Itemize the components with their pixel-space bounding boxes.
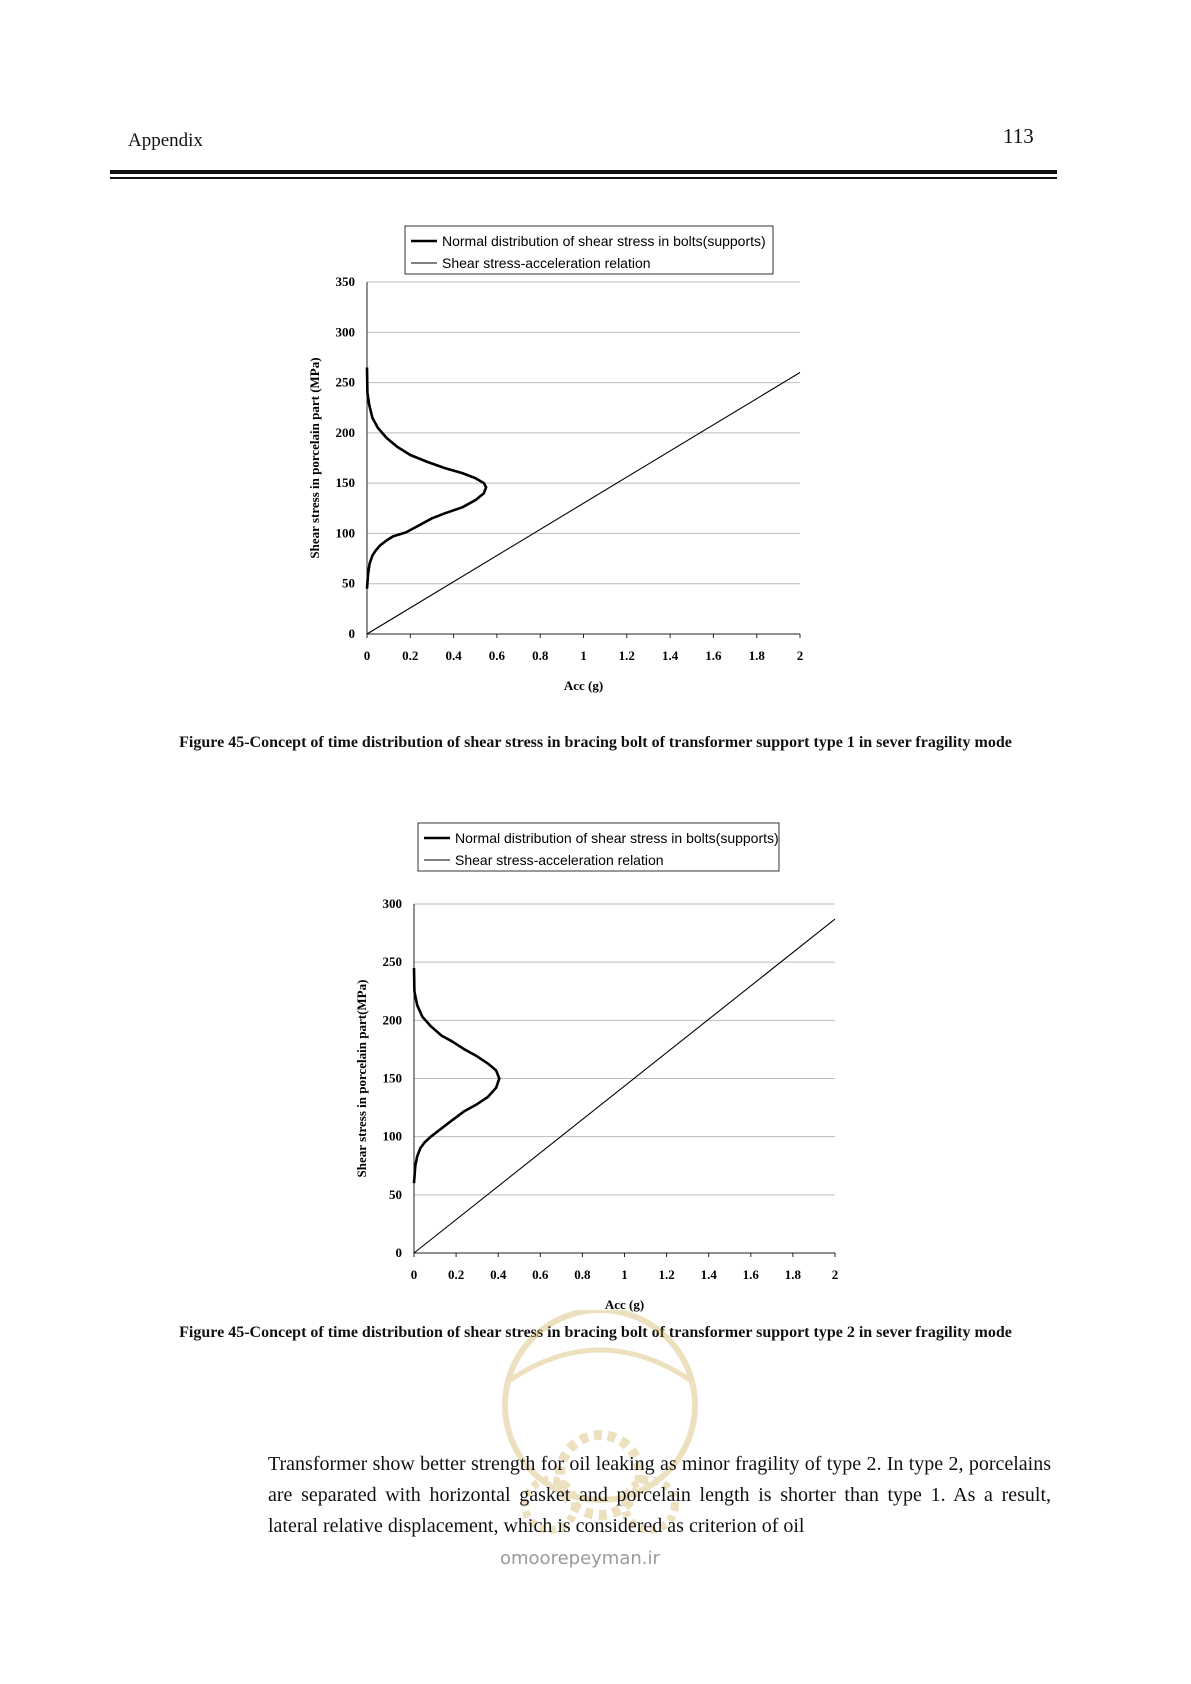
x-tick-label: 0.2 [447, 1267, 465, 1282]
x-tick-label: 1.4 [661, 648, 679, 663]
legend-label-2: Shear stress-acceleration relation [455, 852, 664, 868]
y-tick-label: 150 [335, 475, 355, 491]
x-tick-label: 0.8 [532, 648, 549, 663]
chart-2 [345, 813, 865, 1313]
x-tick-label: 0.4 [490, 1267, 507, 1282]
x-tick-label: 0.4 [445, 648, 462, 663]
x-tick-label: 1.2 [618, 648, 635, 663]
x-tick-label: 0.8 [574, 1267, 591, 1282]
x-tick-label: 0.6 [532, 1267, 549, 1282]
y-tick-label: 350 [335, 274, 355, 289]
y-tick-label: 200 [335, 424, 355, 440]
x-tick-label: 1.8 [748, 648, 765, 663]
y-tick-label: 200 [382, 1012, 402, 1028]
y-axis-label: Shear stress in porcelain part(MPa) [354, 979, 369, 1178]
legend-label-1: Normal distribution of shear stress in bolts(supports) [442, 233, 766, 249]
page-number: 113 [1003, 124, 1034, 148]
chart-1-svg [307, 220, 845, 720]
y-tick-label: 50 [342, 575, 355, 591]
x-tick-label: 1.8 [784, 1267, 802, 1282]
y-axis-label: Shear stress in porcelain part (MPa) [307, 357, 322, 559]
x-tick-label: 1.2 [658, 1267, 675, 1282]
y-tick-label: 0 [348, 626, 355, 641]
figure-1-caption: Figure 45-Concept of time distribution of shear stress in bracing bolt of transformer support type 1 in sever fragility mode [179, 734, 1012, 751]
x-tick-label: 1 [580, 648, 587, 663]
series-line-2 [367, 373, 800, 635]
x-tick-label: 1.6 [742, 1267, 759, 1282]
y-tick-label: 0 [395, 1245, 402, 1260]
y-tick-label: 300 [382, 896, 402, 911]
y-tick-label: 250 [382, 954, 402, 970]
x-tick-label: 1.6 [705, 648, 722, 663]
x-tick-label: 0.6 [488, 648, 506, 663]
chart-1 [307, 220, 845, 720]
header-rule-thin [110, 177, 1057, 179]
legend-label-2: Shear stress-acceleration relation [442, 255, 651, 271]
figure-2-caption: Figure 45-Concept of time distribution of shear stress in bracing bolt of transformer support type 2 in sever fragility mode [179, 1324, 1012, 1341]
running-header-section: Appendix [128, 130, 203, 151]
x-axis-label: Acc (g) [604, 1297, 645, 1312]
y-tick-label: 50 [389, 1186, 402, 1202]
x-tick-label: 2 [796, 648, 804, 663]
series-line-1 [367, 368, 486, 589]
x-tick-label: 2 [831, 1267, 839, 1282]
series-line-2 [414, 919, 835, 1253]
header-rule-thick [110, 170, 1057, 174]
x-tick-label: 0 [410, 1267, 418, 1282]
chart-2-svg [345, 813, 865, 1313]
x-axis-label: Acc (g) [563, 678, 604, 693]
x-tick-label: 1 [621, 1267, 628, 1282]
y-tick-label: 150 [382, 1070, 402, 1086]
watermark-site-text: omoorepeyman.ir [500, 1548, 660, 1569]
x-tick-label: 1.4 [700, 1267, 717, 1282]
y-tick-label: 250 [335, 374, 355, 390]
series-line-1 [414, 968, 499, 1183]
y-tick-label: 300 [335, 324, 355, 340]
legend-label-1: Normal distribution of shear stress in bolts(supports) [455, 830, 779, 846]
y-tick-label: 100 [382, 1128, 402, 1144]
y-tick-label: 100 [335, 525, 355, 541]
x-tick-label: 0 [363, 648, 371, 663]
x-tick-label: 0.2 [402, 648, 419, 663]
body-paragraph: Transformer show better strength for oil leaking as minor fragility of type 2. In type 2, porcelains are separated with horizontal gasket and porcelain length is shorter than type 1. As a result, lateral relative displacement, which is considered as criterion of oil [268, 1453, 1051, 1537]
